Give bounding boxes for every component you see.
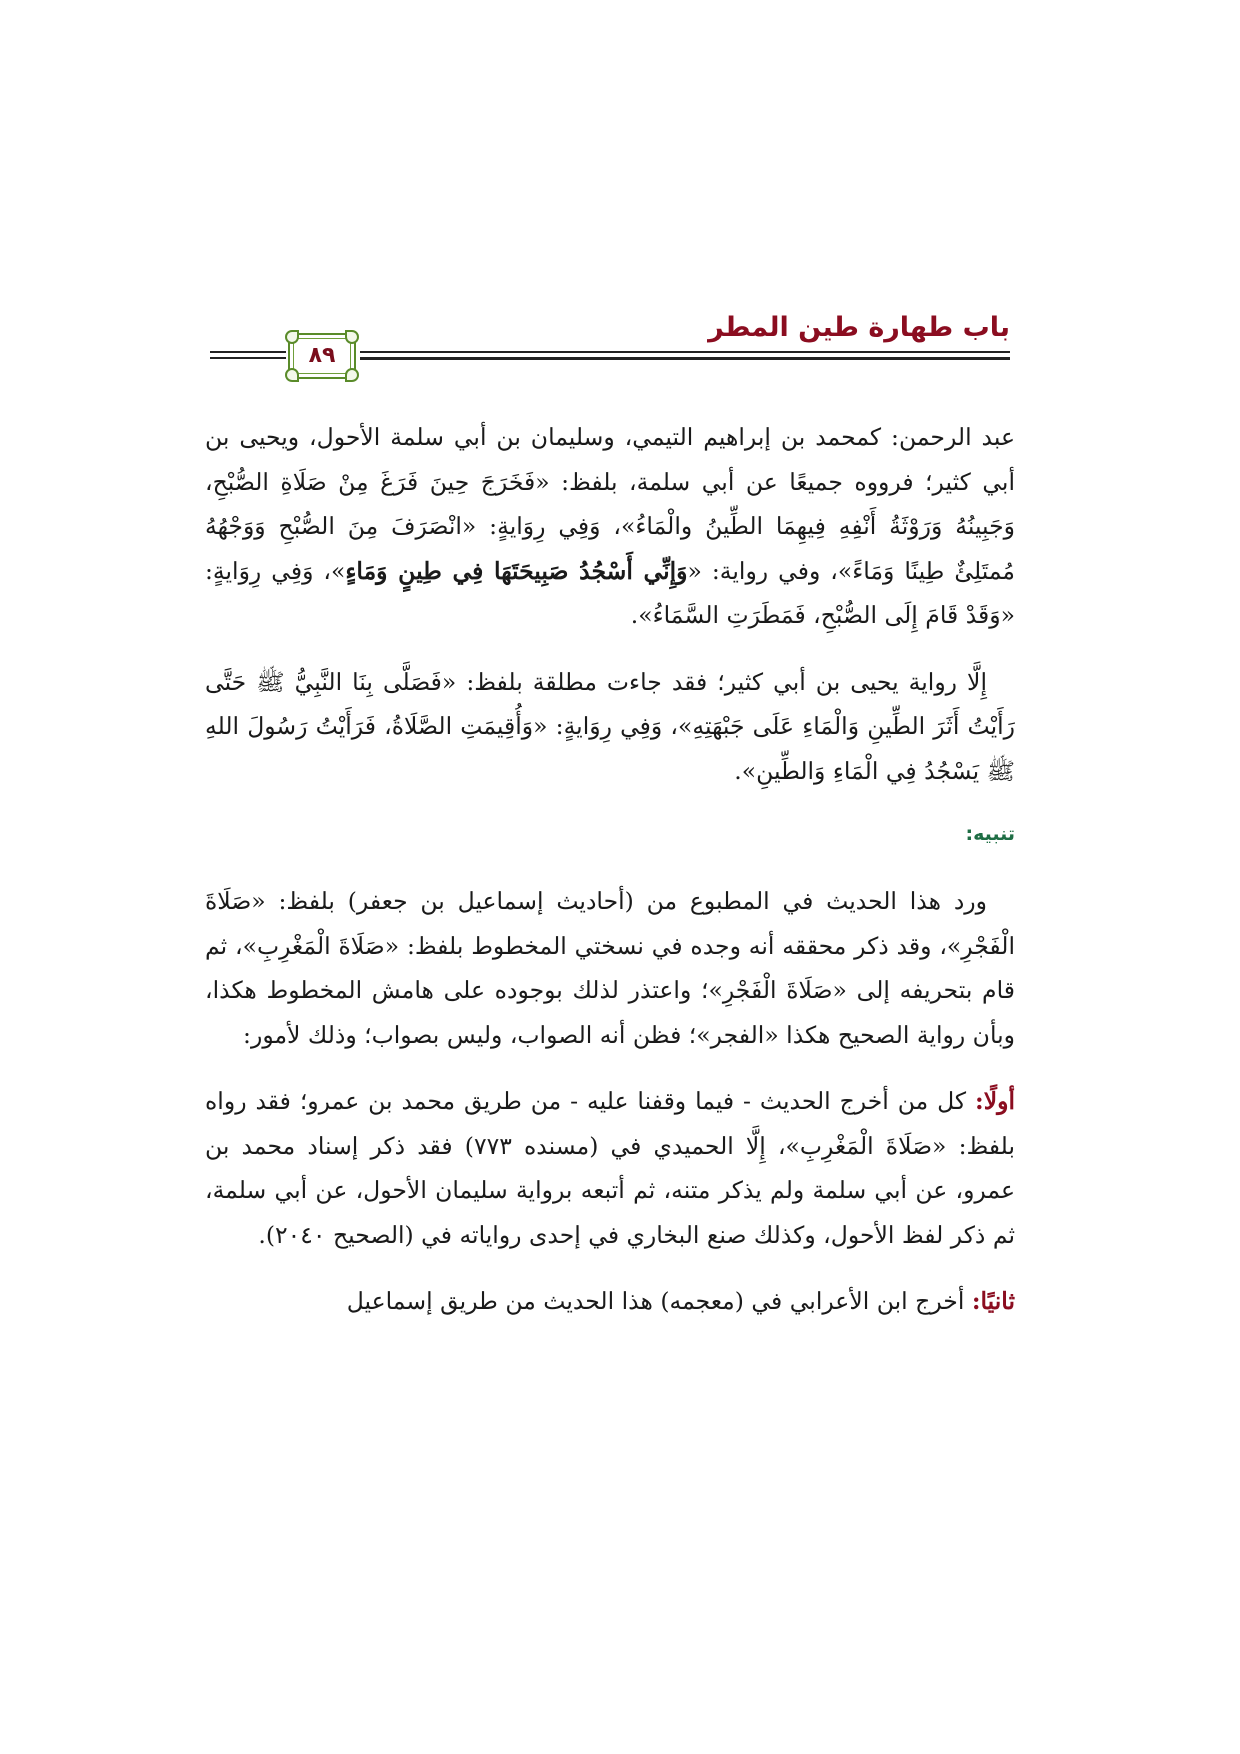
header-rule-left-top xyxy=(210,351,286,353)
paragraph-1-bold-quote: وَإِنِّي أَسْجُدُ صَبِيحَتَهَا فِي طِينٍ وَمَاءٍ xyxy=(345,556,688,585)
ornament-corner-icon xyxy=(285,368,299,382)
note-heading: تنبيه: xyxy=(965,823,1015,845)
page-header xyxy=(210,300,1010,410)
page-body xyxy=(205,415,1015,1324)
paragraph-4-label: أولًا: xyxy=(975,1087,1015,1115)
paragraph-1 xyxy=(205,415,1015,638)
page-number: ٨٩ xyxy=(308,343,336,368)
ornament-corner-icon xyxy=(345,368,359,382)
paragraph-5-label: ثانيًا: xyxy=(971,1287,1015,1315)
paragraph-5-text: أخرج ابن الأعرابي في (معجمه) هذا الحديث من طريق إسماعيل xyxy=(346,1287,972,1315)
header-rule-left-bottom xyxy=(210,357,286,359)
paragraph-2: إِلَّا رواية يحيى بن أبي كثير؛ فقد جاءت مطلقة بلفظ: «فَصَلَّى بِنَا النَّبِيُّ ﷺ حَتَّى رَأَيْتُ أَثَرَ الطِّينِ وَالْمَاءِ عَلَى جَبْهَتِهِ»، وَفِي رِوَايةٍ: «وَأُقِيمَتِ الصَّلَاةُ، فَرَأَيْتُ رَسُولَ اللهِ ﷺ يَسْجُدُ فِي الْمَاءِ وَالطِّينِ». xyxy=(205,667,1015,785)
page-number-badge xyxy=(288,333,356,379)
header-rule-right-top xyxy=(360,351,1010,353)
ornament-corner-icon xyxy=(285,330,299,344)
paragraph-5 xyxy=(205,1279,1015,1324)
paragraph-1-text-a: عبد الرحمن: كمحمد بن إبراهيم التيمي، وسليمان بن أبي سلمة الأحول، ويحيى بن أبي كثير؛ فرووه جميعًا عن أبي سلمة، بلفظ: «فَخَرَجَ حِينَ فَرَغَ مِنْ صَلَاةِ الصُّبْحِ، وَجَبِينُهُ وَرَوْثَةُ أَنْفِهِ فِيهِمَا الطِّينُ والْمَاءُ»، وَفِي رِوَايةٍ: «انْصَرَفَ مِنَ الصُّبْحِ وَوَجْهُهُ مُمتَلِئٌ طِينًا وَمَاءً»، وفي رواية: « xyxy=(205,423,1015,585)
chapter-title: باب طهارة طين المطر xyxy=(708,312,1010,343)
header-rule-right-bottom xyxy=(360,357,1010,360)
paragraph-3: ورد هذا الحديث في المطبوع من (أحاديث إسماعيل بن جعفر) بلفظ: «صَلَاةَ الْفَجْرِ»، وقد ذكر محققه أنه وجده في نسختي المخطوط بلفظ: «صَلَاةَ الْمَغْرِبِ»، ثم قام بتحريفه إلى «صَلَاةَ الْفَجْرِ»؛ واعتذر لذلك بوجوده على هامش المخطوط هكذا، وبأن رواية الصحيح هكذا «الفجر»؛ فظن أنه الصواب، وليس بصواب؛ وذلك لأمور: xyxy=(205,887,1015,1049)
paragraph-4-text: كل من أخرج الحديث - فيما وقفنا عليه - من طريق محمد بن عمرو؛ فقد رواه بلفظ: «صَلَاةَ الْمَغْرِبِ»، إِلَّا الحميدي في (مسنده ٧٧٣) فقد ذكر إسناد محمد بن عمرو، عن أبي سلمة ولم يذكر متنه، ثم أتبعه برواية سليمان الأحول، عن أبي سلمة، ثم ذكر لفظ الأحول، وكذلك صنع البخاري في إحدى رواياته في (الصحيح ٢٠٤٠). xyxy=(205,1087,1015,1249)
paragraph-4 xyxy=(205,1079,1015,1257)
ornament-corner-icon xyxy=(345,330,359,344)
paragraph-1-text-b: »، وَفِي رِوَايةٍ: «وَقَدْ قَامَ إِلَى الصُّبْحِ، فَمَطَرَتِ السَّمَاءُ». xyxy=(205,556,1015,629)
